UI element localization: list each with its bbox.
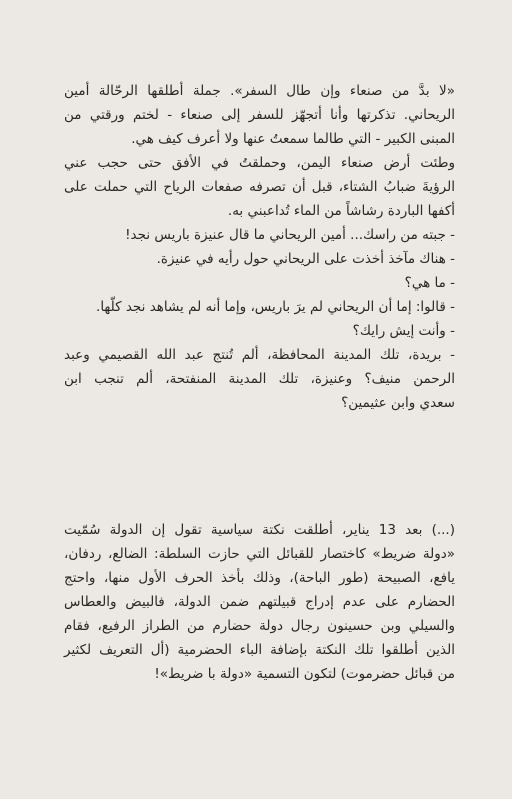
text-line: - وأنت إيش رايك؟ [352,323,455,339]
text-line: الرؤيةَ ضبابُ الشتاء، قبل أن تصرفه صفعات الرياح التي حملت على [64,179,455,195]
text-line: - قالوا: إما أن الريحاني لم يرَ باريس، وإما أنه لم يشاهد نجد كلّها. [96,299,455,315]
text-line: الرحمن منيف؟ وعنيزة، تلك المدينة المنفتحة، ألم تنجب ابن [64,371,455,387]
text-line: من قبائل حضرموت) لتكون التسمية «دولة با ضريط»! [154,666,455,682]
text-line: أكفها الباردة رشاشاً من الماء تُداعبني به. [227,203,455,219]
text-line: - ما هي؟ [404,275,455,291]
text-line: وطئت أرض صنعاء اليمن، وحملقتُ في الأفق حتى حجب عني [64,155,455,171]
text-line: - هناك مآخذ أخذت على الريحاني حول رأيه في عنيزة. [156,251,455,267]
text-section-2 [64,518,455,686]
text-line: «دولة ضريط» كاختصار للقبائل التي حازت السلطة: الضالع، ردفان، [64,546,455,562]
text-section-1 [64,79,455,415]
text-line: - بريدة، تلك المدينة المحافظة، ألم تُنتج عبد الله القصيمي وعبد [64,347,455,363]
text-line: يافع، الصبيحة (طور الباحة)، وذلك بأخذ الحرف الأول منها، واحتج [64,570,455,586]
text-line: (...) بعد 13 يناير، أطلقت نكتة سياسية تقول إن الدولة سُمّيت [64,522,455,538]
text-line: سعدي وابن عثيمين؟ [341,395,455,411]
text-line: «لا بدَّ من صنعاء وإن طال السفر». جملة أطلقها الرحّالة أمين [64,83,455,99]
text-line: الحضارم على عدم إدراج قبيلتهم ضمن الدولة، فالبيض والعطاس [64,594,455,610]
text-line: الذين أطلقوا تلك النكتة بإضافة الباء الحضرمية (أل التعريف لكثير [64,642,455,658]
text-line: الريحاني. تذكرتها وأنا أتجهّز للسفر إلى صنعاء - لختم ورقتي من [64,107,455,123]
text-line: المبنى الكبير - التي طالما سمعتُ عنها ولا أعرف كيف هي. [131,131,455,147]
text-line: - جبته من راسك... أمين الريحاني ما قال عنيزة باريس نجد! [125,227,455,243]
text-line: والسيلي وبن حسينون رجال دولة حضارم من الطراز الرفيع، فقام [64,618,455,634]
